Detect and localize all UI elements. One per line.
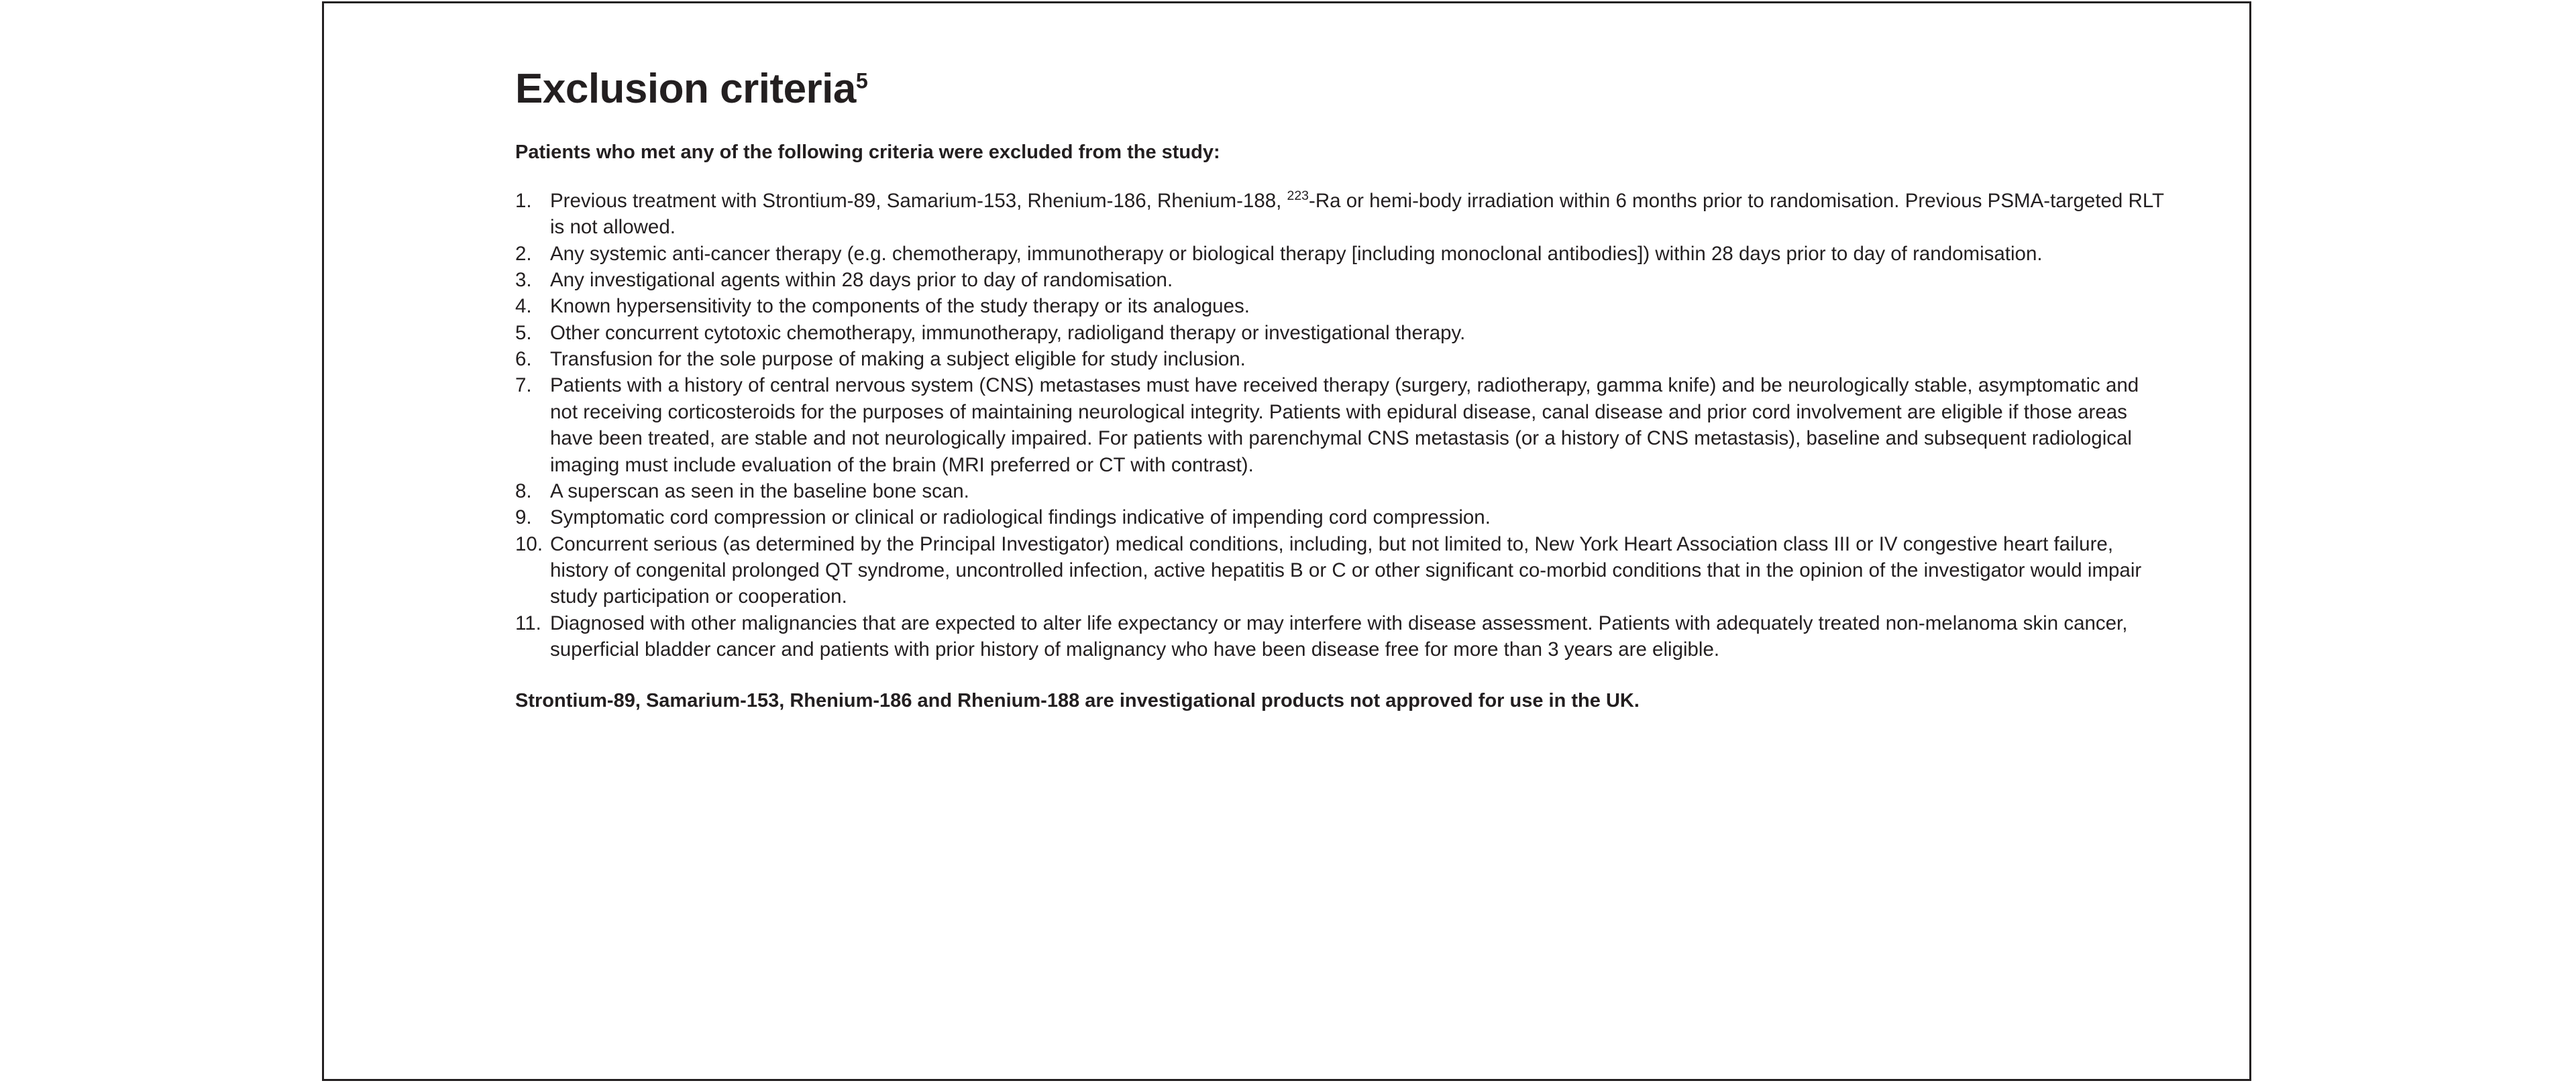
criteria-text-segment: Previous treatment with Strontium-89, Samarium-153, Rhenium-186, Rhenium-188, [550, 189, 1287, 212]
page-title-text: Exclusion criteria [515, 66, 856, 112]
criteria-item-text: Any systemic anti-cancer therapy (e.g. chemotherapy, immunotherapy or biological therapy [including monoclonal antibodies]) within 28 days prior to day of randomisation. [550, 242, 2043, 265]
criteria-item [515, 293, 2169, 319]
page-title-superscript: 5 [855, 68, 868, 93]
criteria-item-text: Symptomatic cord compression or clinical or radiological findings indicative of impending cord compression. [550, 506, 1491, 529]
criteria-item [515, 267, 2169, 293]
criteria-text-segment: -Ra or hemi-body irradiation within 6 months prior to randomisation. Previous PSMA-targeted RLT is not allowed. [550, 189, 2164, 239]
criteria-item-number: 10. [515, 532, 543, 555]
criteria-item-number: 3. [515, 268, 532, 291]
lead-in-text: Patients who met any of the following criteria were excluded from the study: [515, 141, 1220, 164]
criteria-item-text: Known hypersensitivity to the components of the study therapy or its analogues. [550, 295, 1250, 318]
footnote-text: Strontium-89, Samarium-153, Rhenium-186 and Rhenium-188 are investigational products not approved for use in the UK. [515, 689, 1640, 711]
criteria-item [515, 346, 2169, 372]
criteria-item-text: Diagnosed with other malignancies that are expected to alter life expectancy or may interfere with disease assessment. Patients with adequately treated non-melanoma skin cancer, superficial bladder cancer and patients with prior history of malignancy who have been disease free for more than 3 years are eligible. [550, 612, 2128, 661]
criteria-item [515, 531, 2169, 610]
content-frame [322, 1, 2251, 1081]
criteria-item [515, 241, 2169, 267]
criteria-item-number: 9. [515, 506, 532, 529]
content-body [515, 67, 2169, 713]
criteria-item-text: Transfusion for the sole purpose of making a subject eligible for study inclusion. [550, 348, 1246, 371]
criteria-item-number: 11. [515, 612, 541, 634]
criteria-item [515, 372, 2169, 478]
criteria-item-number: 7. [515, 374, 532, 397]
criteria-item-number: 1. [515, 189, 532, 212]
criteria-item-number: 6. [515, 348, 532, 371]
criteria-item-text [550, 188, 2169, 241]
criteria-item [515, 504, 2169, 530]
criteria-item [515, 610, 2169, 663]
isotope-superscript: 223 [1287, 188, 1309, 203]
criteria-item-text: Patients with a history of central nervous system (CNS) metastases must have received therapy (surgery, radiotherapy, gamma knife) and be neurologically stable, asymptomatic and not receiving corticosteroids for the purposes of maintaining neurological integrity. Patients with epidural disease, canal disease and prior cord involvement are eligible if those areas have been treated, are stable and not neurologically impaired. For patients with parenchymal CNS metastasis (or a history of CNS metastasis), baseline and subsequent radiological imaging must include evaluation of the brain (MRI preferred or CT with contrast). [550, 374, 2139, 476]
criteria-item [515, 478, 2169, 504]
criteria-list [515, 188, 2169, 663]
criteria-item-text: Other concurrent cytotoxic chemotherapy, immunotherapy, radioligand therapy or investigational therapy. [550, 321, 1466, 344]
criteria-item [515, 320, 2169, 346]
criteria-item-number: 4. [515, 295, 532, 318]
criteria-item-text: A superscan as seen in the baseline bone scan. [550, 479, 969, 502]
criteria-item-text: Any investigational agents within 28 days prior to day of randomisation. [550, 268, 1173, 291]
criteria-item-text: Concurrent serious (as determined by the Principal Investigator) medical conditions, including, but not limited to, New York Heart Association class III or IV congestive heart failure, history of congenital prolonged QT syndrome, uncontrolled infection, active hepatitis B or C or other significant co-morbid conditions that in the opinion of the investigator would impair study participation or cooperation. [550, 532, 2142, 608]
page-title [515, 67, 2169, 111]
criteria-item-number: 8. [515, 479, 532, 502]
criteria-item [515, 188, 2169, 241]
criteria-item-number: 5. [515, 321, 532, 344]
criteria-item-number: 2. [515, 242, 532, 265]
